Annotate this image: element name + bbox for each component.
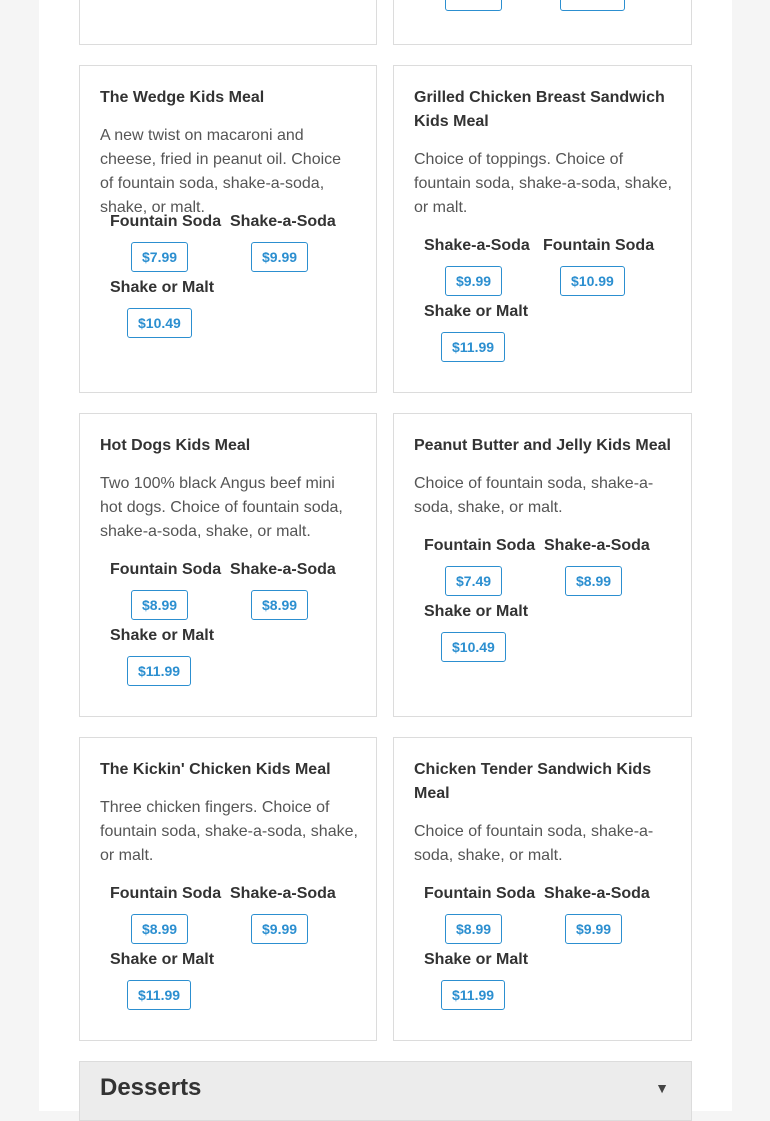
item-description: Three chicken fingers. Choice of fountain soda, shake-a-soda, shake, or malt. (100, 799, 358, 864)
price-button[interactable]: $7.49 (445, 566, 502, 596)
price-button[interactable]: $8.99 (565, 566, 622, 596)
item-description: Choice of fountain soda, shake-a-soda, shake, or malt. (414, 475, 654, 516)
price-button[interactable]: $9.99 (251, 914, 308, 944)
price-button[interactable]: $9.99 (565, 914, 622, 944)
option-label: Shake or Malt (110, 627, 215, 644)
option-shake-or-malt (414, 948, 534, 1008)
item-description: Two 100% black Angus beef mini hot dogs. Choice of fountain soda, shake-a-soda, shake, or malt. (100, 475, 343, 540)
option-fountain-soda (100, 882, 220, 942)
desserts-section-toggle[interactable] (79, 1061, 692, 1121)
option-label: Shake or Malt (110, 951, 215, 968)
option-label: Shake-a-Soda (230, 213, 336, 230)
option-label: Shake-a-Soda (544, 537, 650, 554)
price-button[interactable]: $10.49 (127, 308, 192, 338)
option-label: Fountain Soda (424, 537, 536, 554)
price-button[interactable]: $9.99 (445, 266, 502, 296)
chevron-down-icon: ▼ (655, 1080, 669, 1096)
option-label: Fountain Soda (110, 213, 222, 230)
option-shake-or-malt (100, 276, 220, 336)
price-button[interactable] (560, 0, 625, 11)
price-button[interactable]: $10.49 (441, 632, 506, 662)
price-button[interactable]: $11.99 (127, 656, 191, 686)
option-label: Shake-a-Soda (230, 561, 336, 578)
price-button[interactable]: $8.99 (131, 590, 188, 620)
option-label: Shake or Malt (424, 303, 529, 320)
item-description: Choice of toppings. Choice of fountain soda, shake-a-soda, shake, or malt. (414, 151, 672, 216)
price-button[interactable]: $7.99 (131, 242, 188, 272)
menu-page (39, 0, 732, 1111)
item-title: Chicken Tender Sandwich Kids Meal (414, 761, 652, 802)
menu-card-chicken-tender (393, 737, 692, 1041)
option-label: Shake-a-Soda (424, 237, 530, 254)
item-title: Grilled Chicken Breast Sandwich Kids Meal (414, 89, 665, 130)
item-title: Peanut Butter and Jelly Kids Meal (414, 437, 671, 454)
option-shake-a-soda (534, 534, 654, 594)
menu-card-pbj (393, 413, 692, 717)
menu-card-hot-dogs (79, 413, 377, 717)
option-shake-or-malt (414, 300, 534, 360)
item-description: A new twist on macaroni and cheese, fried in peanut oil. Choice of fountain soda, shake-a-soda, shake, or malt. (100, 127, 342, 216)
option-shake-a-soda (220, 210, 340, 270)
price-button[interactable]: $11.99 (441, 980, 505, 1010)
option-shake-a-soda (220, 882, 340, 942)
option-label: Fountain Soda (424, 885, 536, 902)
menu-card-partial-right (393, 0, 692, 45)
option-shake-a-soda (220, 558, 340, 618)
option-fountain-soda (414, 882, 534, 942)
option-label: Fountain Soda (110, 561, 222, 578)
price-button[interactable] (445, 0, 502, 11)
option-fountain-soda (414, 534, 534, 594)
menu-card-grilled-chicken (393, 65, 692, 393)
section-title: Desserts (100, 1074, 202, 1101)
item-title: Hot Dogs Kids Meal (100, 437, 251, 454)
option-shake-a-soda (414, 234, 534, 294)
option-label: Fountain Soda (110, 885, 222, 902)
option-label: Shake-a-Soda (230, 885, 336, 902)
option-shake-or-malt (414, 600, 534, 660)
item-title: The Wedge Kids Meal (100, 89, 265, 106)
price-button[interactable]: $8.99 (131, 914, 188, 944)
option-fountain-soda (100, 558, 220, 618)
menu-card-partial-left (79, 0, 377, 45)
option-label: Fountain Soda (543, 237, 655, 254)
option-shake-or-malt (100, 624, 220, 684)
menu-card-kickin-chicken (79, 737, 377, 1041)
option-shake-or-malt (100, 948, 220, 1008)
option-fountain-soda (533, 234, 653, 294)
menu-card-wedge (79, 65, 377, 393)
price-button[interactable]: $8.99 (251, 590, 308, 620)
option-label: Shake or Malt (424, 951, 529, 968)
price-button[interactable]: $10.99 (560, 266, 625, 296)
price-button[interactable]: $8.99 (445, 914, 502, 944)
price-button[interactable]: $9.99 (251, 242, 308, 272)
option-shake-a-soda (534, 882, 654, 942)
item-title: The Kickin' Chicken Kids Meal (100, 761, 331, 778)
item-description: Choice of fountain soda, shake-a-soda, shake, or malt. (414, 823, 654, 864)
option-label: Shake or Malt (110, 279, 215, 296)
option-label: Shake or Malt (424, 603, 529, 620)
price-button[interactable]: $11.99 (441, 332, 505, 362)
option-label: Shake-a-Soda (544, 885, 650, 902)
price-button[interactable]: $11.99 (127, 980, 191, 1010)
option-fountain-soda (100, 210, 220, 270)
